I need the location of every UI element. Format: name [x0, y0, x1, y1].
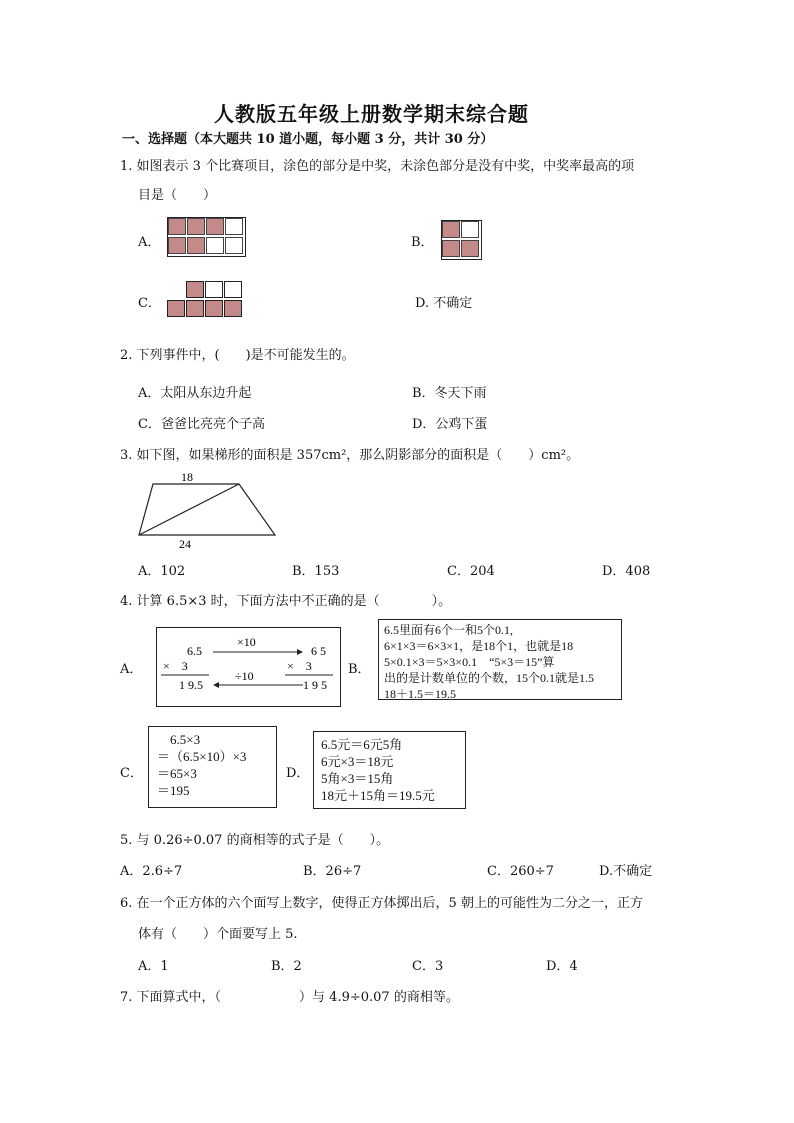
q2-option-b: B．冬天下雨 — [412, 386, 487, 401]
q4-a-mult-right: × 3 — [287, 659, 312, 673]
q4-option-b-box — [378, 619, 622, 700]
q4-c-line: ＝65×3 — [157, 766, 197, 781]
q4-b-line: 6.5里面有6个一和5个0.1, — [384, 623, 514, 637]
q3-option-d: D．408 — [602, 564, 651, 579]
q3-top-label: 18 — [181, 470, 193, 484]
q1-option-a-grid — [167, 217, 246, 257]
q4-option-d-label: D． — [286, 766, 310, 781]
q4-a-arrow-right-label: ×10 — [237, 635, 256, 649]
q4-option-d-box — [313, 731, 466, 809]
q2-option-c: C．爸爸比亮亮个子高 — [138, 417, 265, 432]
q4-d-line: 6元×3＝18元 — [321, 754, 394, 769]
q6-stem-line1: 6. 在一个正方体的六个面写上数字，使得正方体掷出后，5 朝上的可能性为二分之一，正方 — [120, 896, 643, 911]
q1-option-a-label: A． — [138, 235, 161, 250]
q4-a-top-right: 6 5 — [311, 644, 326, 658]
q4-d-line: 5角×3＝15角 — [321, 771, 394, 786]
q4-c-line: ＝195 — [157, 783, 190, 798]
q4-b-line: 5×0.1×3＝5×3×0.1 “5×3＝15”算 — [384, 655, 555, 669]
q4-a-arrow-left-label: ÷10 — [235, 669, 254, 683]
q4-a-mult-left: × 3 — [163, 659, 188, 673]
q3-option-b: B．153 — [292, 564, 340, 579]
q6-option-c: C．3 — [412, 959, 444, 974]
q4-option-b-label: B． — [348, 662, 371, 677]
q3-stem: 3. 如下图，如果梯形的面积是 357cm²，那么阴影部分的面积是（ ）cm²。 — [120, 448, 580, 463]
q1-stem-line1: 1. 如图表示 3 个比赛项目，涂色的部分是中奖，未涂色部分是没有中奖，中奖率最高的项 — [120, 159, 635, 174]
q2-option-a: A．太阳从东边升起 — [138, 386, 252, 401]
q3-trapezoid-figure — [133, 468, 283, 550]
q5-option-d: D.不确定 — [599, 864, 653, 879]
q3-option-a: A．102 — [138, 564, 186, 579]
q4-a-top-left: 6.5 — [187, 644, 202, 658]
q4-c-line: ＝（6.5×10）×3 — [157, 749, 247, 764]
page-title: 人教版五年级上册数学期末综合题 — [214, 102, 529, 126]
q6-stem-line2: 体有（ ）个面要写上 5. — [138, 927, 298, 942]
q5-stem: 5. 与 0.26÷0.07 的商相等的式子是（ ）。 — [120, 833, 390, 848]
q3-bottom-label: 24 — [179, 537, 191, 550]
q1-option-b-label: B． — [411, 235, 434, 250]
q4-d-line: 18元＋15角＝19.5元 — [321, 788, 435, 803]
q4-option-a-label: A． — [120, 662, 143, 677]
q6-option-b: B．2 — [271, 959, 302, 974]
q5-option-b: B．26÷7 — [303, 864, 362, 879]
q1-option-c-grid — [167, 281, 244, 319]
q1-option-d: D. 不确定 — [415, 296, 473, 311]
q2-option-d: D．公鸡下蛋 — [412, 417, 488, 432]
q4-d-line: 6.5元＝6元5角 — [321, 737, 403, 752]
q4-option-c-label: C． — [120, 766, 143, 781]
q4-b-line: 18＋1.5＝19.5 — [384, 687, 457, 701]
q7-stem: 7. 下面算式中，（ ）与 4.9÷0.07 的商相等。 — [120, 990, 459, 1005]
q4-a-res-right: 1 9 5 — [303, 678, 327, 692]
q3-option-c: C．204 — [447, 564, 495, 579]
q4-b-line: 出的是计数单位的个数，15个0.1就是1.5 — [384, 671, 595, 685]
q4-a-res-left: 1 9.5 — [179, 678, 203, 692]
q4-stem: 4. 计算 6.5×3 时，下面方法中不正确的是（ ）。 — [120, 594, 452, 609]
q5-option-c: C．260÷7 — [487, 864, 554, 879]
q4-b-line: 6×1×3＝6×3×1，是18个1，也就是18 — [384, 639, 574, 653]
q6-option-a: A．1 — [138, 959, 169, 974]
q5-option-a: A．2.6÷7 — [120, 864, 183, 879]
q1-option-c-label: C． — [138, 296, 161, 311]
q4-option-a-box — [156, 627, 341, 707]
q6-option-d: D．4 — [546, 959, 578, 974]
q1-stem-line2: 目是（ ） — [138, 188, 217, 203]
section-heading: 一、选择题（本大题共 10 道小题，每小题 3 分，共计 30 分） — [122, 132, 494, 147]
q1-option-b-grid — [441, 220, 482, 260]
q4-c-line: 6.5×3 — [157, 732, 201, 747]
q4-option-c-box — [148, 726, 277, 808]
q2-stem: 2. 下列事件中，( )是不可能发生的。 — [120, 348, 355, 363]
